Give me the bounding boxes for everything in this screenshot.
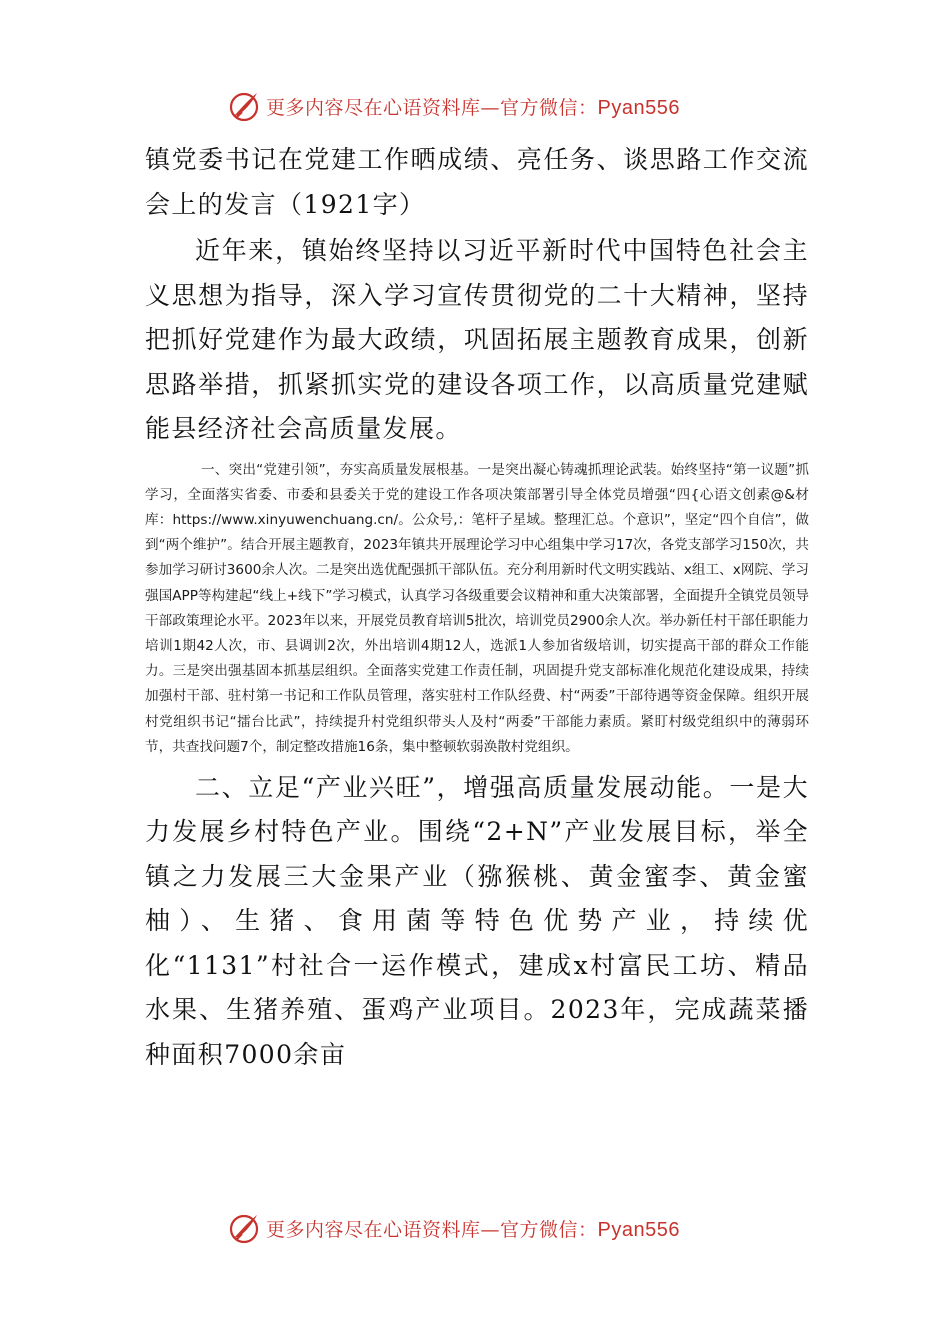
banner-main-text: 更多内容尽在心语资料库: [266, 96, 481, 119]
footer-banner: [226, 1208, 726, 1248]
document-body: [145, 138, 809, 1077]
quill-logo-icon: [226, 88, 262, 124]
quill-logo-icon: [226, 1210, 262, 1246]
document-title: 镇党委书记在党建工作晒成绩、亮任务、谈思路工作交流会上的发言（1921字）: [145, 145, 809, 219]
section-2-paragraph: 二、立足“产业兴旺”，增强高质量发展动能。一是大力发展乡村特色产业。围绕“2+N”产业发展目标，举全镇之力发展三大金果产业（猕猴桃、黄金蜜李、黄金蜜柚）、生猪、食用菌等特色优势产业，持续优化“1131”村社合一运作模式，建成x村富民工坊、精品水果、生猪养殖、蛋鸡产业项目。2023年，完成蔬菜播种面积7000余亩: [145, 772, 809, 1069]
banner-wechat-id: Pyan556: [597, 1218, 680, 1241]
banner-text: [266, 93, 680, 120]
intro-paragraph: 近年来，镇始终坚持以习近平新时代中国特色社会主义思想为指导，深入学习宣传贯彻党的二十大精神，坚持把抓好党建作为最大政绩，巩固拓展主题教育成果，创新思路举措，抓紧抓实党的建设各项工作，以高质量党建赋能县经济社会高质量发展。: [145, 236, 809, 443]
section-1-paragraph: 一、突出“党建引领”，夯实高质量发展根基。一是突出凝心铸魂抓理论武装。始终坚持“第一议题”抓学习，全面落实省委、市委和县委关于党的建设工作各项决策部署引导全体党员增强“四{心语文创素@&材库：https://www.xinyuwenchuang.cn/。公众号,：笔杆子星域。整理汇总。个意识”，坚定“四个自信”，做到“两个维护”。结合开展主题教育，2023年镇共开展理论学习中心组集中学习17次，各党支部学习150次，共参加学习研讨3600余人次。二是突出选优配强抓干部队伍。充分利用新时代文明实践站、x组工、x网院、学习强国APP等构建起“线上+线下”学习模式，认真学习各级重要会议精神和重大决策部署，全面提升全镇党员领导干部政策理论水平。2023年以来，开展党员教育培训5批次，培训党员2900余人次。举办新任村干部任职能力培训1期42人次，市、县调训2次，外出培训4期12人，选派1人参加省级培训，切实提高干部的群众工作能力。三是突出强基固本抓基层组织。全面落实党建工作责任制，巩固提升党支部标准化规范化建设成果，持续加强村干部、驻村第一书记和工作队员管理，落实驻村工作队经费、村“两委”干部待遇等资金保障。组织开展村党组织书记“擂台比武”，持续提升村党组织带头人及村“两委”干部能力素质。紧盯村级党组织中的薄弱环节，共查找问题7个，制定整改措施16条，集中整顿软弱涣散村党组织。: [145, 461, 809, 755]
banner-separator: —: [480, 1218, 501, 1241]
banner-wechat-label: 官方微信：: [500, 1218, 598, 1241]
banner-wechat-id: Pyan556: [597, 96, 680, 119]
banner-main-text: 更多内容尽在心语资料库: [266, 1218, 481, 1241]
banner-wechat-label: 官方微信：: [500, 96, 598, 119]
header-banner: [226, 86, 726, 126]
banner-text: [266, 1215, 680, 1242]
banner-separator: —: [480, 96, 501, 119]
